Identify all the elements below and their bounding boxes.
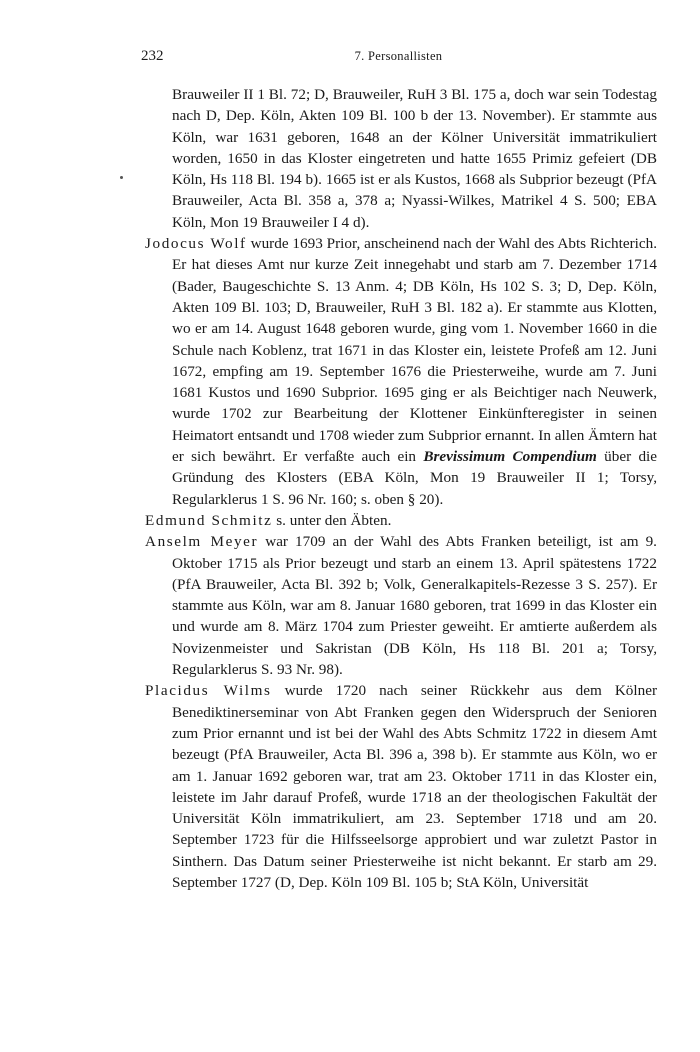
- entry-placidus-wilms: [145, 680, 657, 893]
- entry-jodocus-wolf: [145, 233, 657, 510]
- margin-mark: [120, 176, 123, 179]
- entry-name: Jodocus Wolf: [145, 235, 247, 253]
- continuation-paragraph: [145, 84, 657, 233]
- entry-text-after: über die Gründung des Klosters (EBA Köln, Mon 19 Brauweiler II 1; Torsy, Regularklerus 1 S. 96 Nr. 160; s. oben § 20).: [172, 448, 657, 508]
- entry-text: s. unter den Äbten.: [272, 511, 392, 529]
- running-head: 7. Personallisten: [354, 49, 443, 63]
- continuation-text: Brauweiler II 1 Bl. 72; D, Brauweiler, RuH 3 Bl. 175 a, doch war sein Todestag nach D, Dep. Köln, Akten 109 Bl. 100 b der 13. November). Er stammte aus Köln, war 1631 geboren, 1648 an der Kölner Universität immatrikuliert worden, 1650 in das Kloster eingetreten und hatte 1655 Primiz gefeiert (DB Köln, Hs 118 Bl. 194 b). 1665 ist er als Kustos, 1668 als Subprior bezeugt (PfA Brauweiler, Acta Bl. 358 a, 378 a; Nyassi-Wilkes, Matrikel 4 S. 500; EBA Köln, Mon 19 Brauweiler I 4 d).: [172, 86, 657, 231]
- entry-edmund-schmitz: [145, 510, 657, 531]
- entry-anselm-meyer: [145, 531, 657, 680]
- entry-name: Edmund Schmitz: [145, 511, 273, 529]
- page-header: [141, 48, 656, 68]
- entry-text: war 1709 an der Wahl des Abts Franken beteiligt, ist am 9. Oktober 1715 als Prior bezeugt und starb an einem 13. April spätestens 1722 (PfA Brauweiler, Acta Bl. 392 b; Volk, Generalkapitels-Rezesse 3 S. 257). Er stammte aus Köln, war am 8. Januar 1680 geboren, trat 1699 in das Kloster ein und wurde am 8. März 1704 zum Priester geweiht. Er amtierte außerdem als Novizenmeister und Sakristan (DB Köln, Hs 118 Bl. 201 a; Torsy, Regularklerus S. 93 Nr. 98).: [172, 533, 657, 679]
- entry-name: Anselm Meyer: [145, 533, 259, 551]
- entry-text: wurde 1720 nach seiner Rückkehr aus dem Kölner Benediktinerseminar von Abt Franken gegen den Widerspruch der Senioren zum Prior ernannt und ist bei der Wahl des Abts Schmitz 1722 in diesem Amt bezeugt (PfA Brauweiler, Acta Bl. 396 a, 398 b). Er stammte aus Köln, wo er am 1. Januar 1692 geboren war, trat am 23. Oktober 1711 in das Kloster ein, leistete im Jahr darauf Profeß, wurde 1718 an der theologischen Fakultät der Universität Köln immatrikuliert, am 23. September 1718 und am 20. September 1723 für die Hilfsseelsorge approbiert und war zuletzt Pastor in Sinthern. Das Datum seiner Priesterweihe ist nicht bekannt. Er starb am 29. September 1727 (D, Dep. Köln 109 Bl. 105 b; StA Köln, Universität: [172, 682, 658, 891]
- entry-text: wurde 1693 Prior, anscheinend nach der Wahl des Abts Richterich. Er hat dieses Amt nur kurze Zeit innegehabt und starb am 7. Dezember 1714 (Bader, Baugeschichte S. 13 Anm. 4; DB Köln, Hs 102 S. 3; D, Dep. Köln, Akten 109 Bl. 103; D, Brauweiler, RuH 3 Bl. 182 a). Er stammte aus Klotten, wo er am 14. August 1648 geboren wurde, ging vom 1. November 1660 in die Schule nach Koblenz, trat 1671 in das Kloster ein, leistete Profeß am 12. Juni 1672, empfing am 19. September 1676 die Priesterweihe, wurde am 7. Juni 1681 Kustos und 1690 Subprior. 1695 ging er als Beichtiger nach Neuwerk, wurde 1702 zur Bearbeitung der Klottener Einkünfteregister in seinen Heimatort entsandt und 1708 wieder zum Subprior ernannt. In allen Ämtern hat er sich bewährt. Er verfaßte auch ein: [172, 235, 657, 466]
- entry-title: Brevissimum Compendium: [423, 448, 597, 466]
- page-number: 232: [141, 48, 164, 64]
- entry-name: Placidus Wilms: [145, 682, 272, 700]
- body-text: [145, 84, 657, 893]
